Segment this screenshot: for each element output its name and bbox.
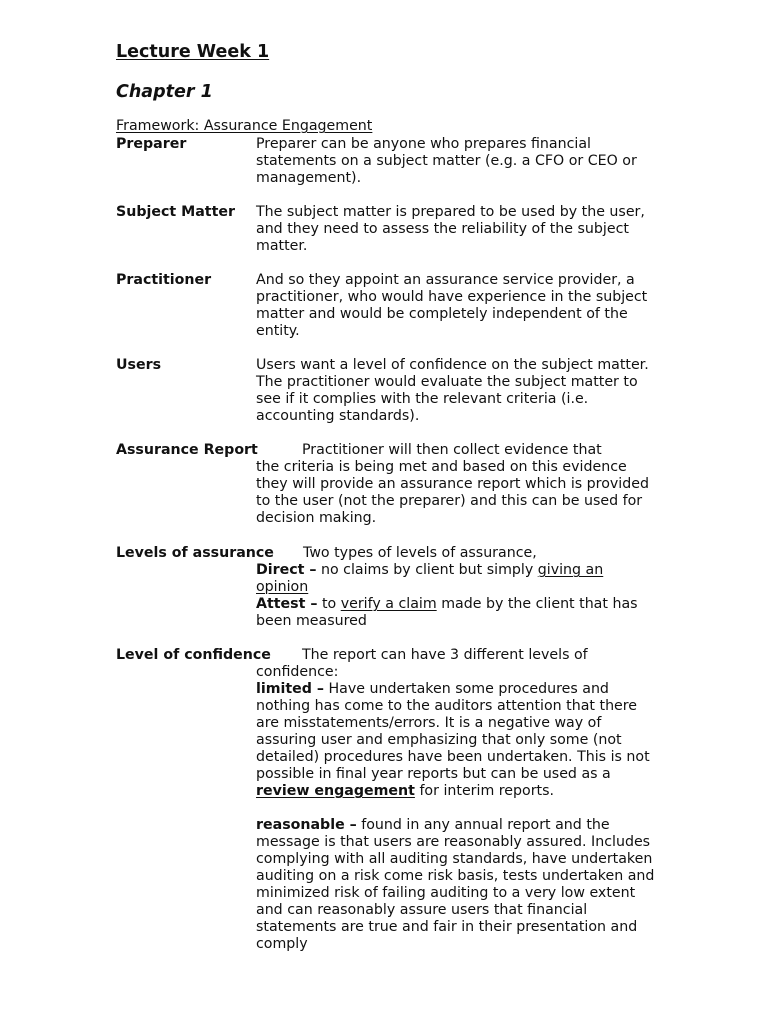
entry-users: [116, 357, 656, 425]
reasonable-item: [256, 817, 656, 953]
direct-text: no claims by client but simply: [321, 562, 534, 578]
term-subject-matter: Subject Matter: [116, 204, 235, 220]
term-users: Users: [116, 357, 162, 373]
confidence-intro-first: The report can have 3 different levels of: [302, 647, 588, 663]
review-engagement-underlined: review engagement: [256, 783, 415, 799]
attest-post: made by the client that has been measured: [256, 596, 638, 629]
lecture-title: Lecture Week 1: [116, 42, 270, 62]
chapter-heading: Chapter 1: [116, 82, 213, 102]
reasonable-text: found in any annual report and the message is that users are reasonably assured. Includes complying with all auditing standards, have undertaken auditing on a risk come risk basis, tests undertaken and minimized risk of failing auditing to a very low extent and can reasonably assure users that financial statements are true and fair in their presentation and comply: [256, 817, 655, 952]
entry-level-of-confidence: [116, 647, 656, 953]
framework-heading: Framework: Assurance Engagement: [116, 118, 373, 134]
direct-label: Direct –: [256, 562, 317, 578]
definition-preparer: Preparer can be anyone who prepares financial statements on a subject matter (e.g. a CFO or CEO or management).: [256, 136, 637, 186]
term-practitioner: Practitioner: [116, 272, 212, 288]
reasonable-label: reasonable –: [256, 817, 357, 833]
limited-text: Have undertaken some procedures and nothing has come to the auditors attention that there are misstatements/errors. It is a negative way of assuring user and emphasizing that only some (not detailed) procedures have been undertaken. This is not possible in final year reports but can be used as a: [256, 681, 650, 782]
confidence-intro-rest: confidence:: [256, 664, 339, 680]
entry-assurance-report: [116, 442, 656, 527]
attest-item: [256, 596, 656, 630]
attest-pre: to: [321, 596, 337, 612]
limited-item: [256, 681, 656, 800]
term-assurance-report: Assurance Report: [116, 442, 258, 458]
entry-levels-of-assurance: [116, 545, 656, 630]
direct-item: [256, 562, 656, 596]
definition-assurance-report-rest: the criteria is being met and based on this evidence they will provide an assurance report which is provided to the user (not the preparer) and this can be used for decision making.: [256, 459, 649, 526]
limited-label: limited –: [256, 681, 324, 697]
limited-post: for interim reports.: [419, 783, 555, 799]
direct-underlined: giving an opinion: [256, 562, 604, 595]
entry-practitioner: [116, 272, 656, 340]
levels-intro: Two types of levels of assurance,: [303, 545, 537, 561]
definition-assurance-report-first-line: Practitioner will then collect evidence that: [302, 442, 602, 458]
term-preparer: Preparer: [116, 136, 187, 152]
entry-subject-matter: [116, 204, 656, 255]
term-level-of-confidence: Level of confidence: [116, 647, 271, 663]
term-levels-of-assurance: Levels of assurance: [116, 545, 274, 561]
definition-subject-matter: The subject matter is prepared to be used by the user, and they need to assess the reliability of the subject matter.: [256, 204, 645, 254]
attest-label: Attest –: [256, 596, 318, 612]
entry-preparer: [116, 136, 656, 187]
definition-practitioner: And so they appoint an assurance service provider, a practitioner, who would have experience in the subject matter and would be completely independent of the entity.: [256, 272, 648, 339]
attest-underlined: verify a claim: [340, 596, 437, 612]
definition-users: Users want a level of confidence on the subject matter. The practitioner would evaluate the subject matter to see if it complies with the relevant criteria (i.e. accounting standards).: [256, 357, 649, 424]
